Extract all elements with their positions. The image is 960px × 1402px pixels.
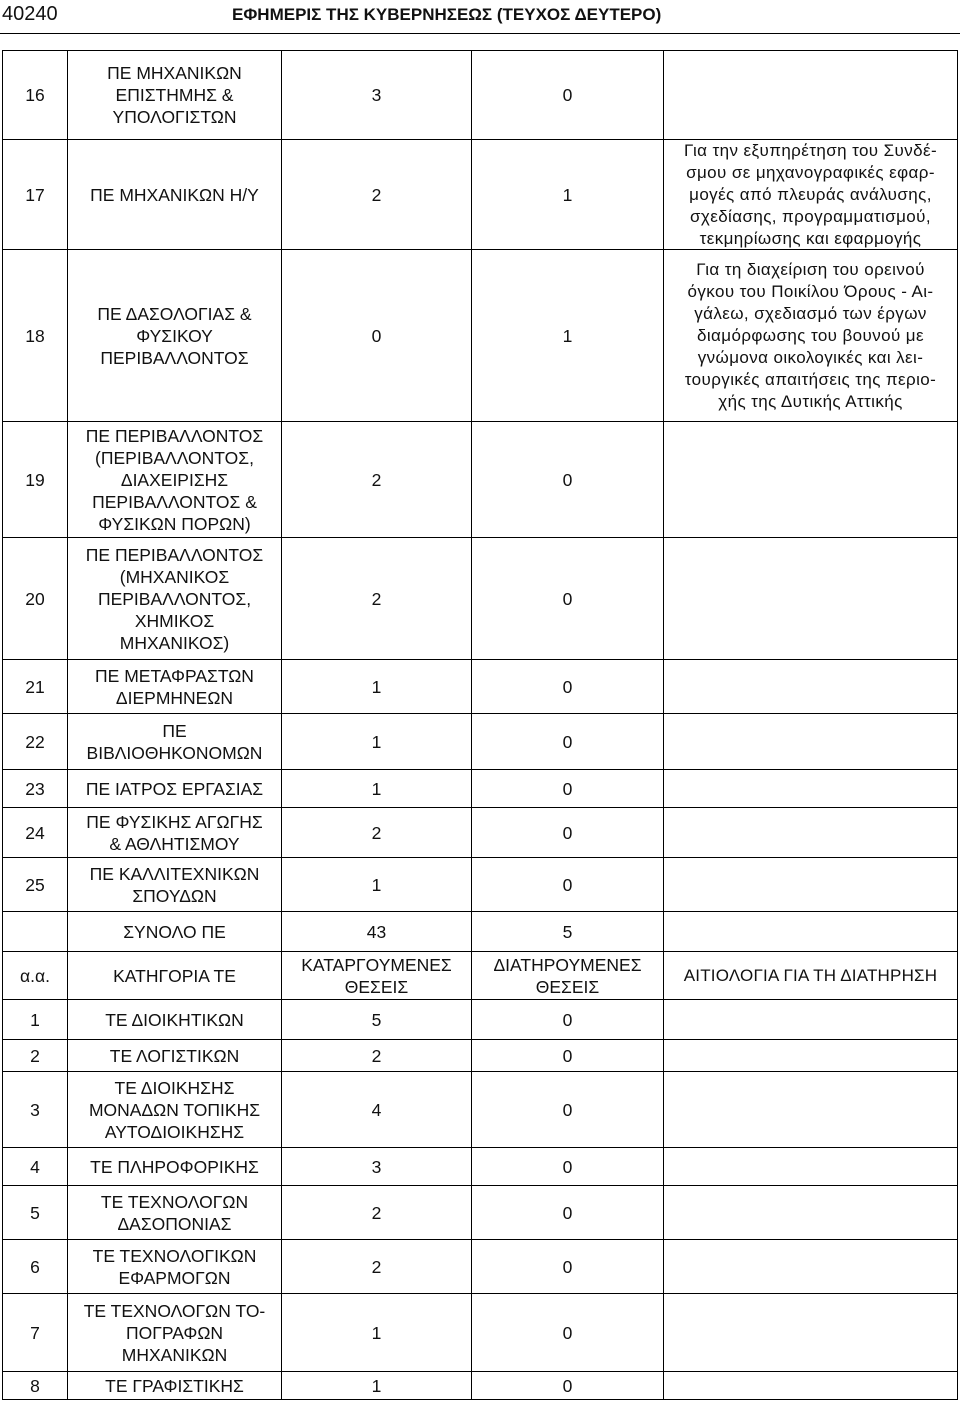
total-row — [3, 911, 957, 951]
table-row — [3, 1371, 957, 1399]
abolished-positions: 1 — [281, 1294, 471, 1371]
category-name: ΤΕ ΤΕΧΝΟΛΟΓΩΝ ΤΟ- ΠΟΓΡΑΦΩΝ ΜΗΧΑΝΙΚΩΝ — [67, 1294, 281, 1371]
row-number — [3, 912, 67, 951]
row-number: 1 — [30, 1009, 40, 1030]
abolished-positions: 4 — [281, 1072, 471, 1147]
category-name: ΠΕ ΒΙΒΛΙΟΘΗΚΟΝΟΜΩΝ — [67, 714, 281, 769]
category-name: ΠΕ ΔΑΣΟΛΟΓΙΑΣ & ΦΥΣΙΚΟΥ ΠΕΡΙΒΑΛΛΟΝΤΟΣ — [67, 250, 281, 421]
abolished-positions: 2 — [281, 1040, 471, 1071]
table-row — [3, 807, 957, 857]
table-row — [3, 139, 957, 249]
justification: Για τη διαχείριση του ορεινού όγκου του Ποικίλου Όρους - Αι- γάλεω, σχεδιασμό των έργων διαμόρφωσης του βουνού με γνώμονα οικολογικές και λει- τουργικές απαιτήσεις της περιο- χής της Δυτικής Αττικής — [663, 250, 957, 421]
row-number: 5 — [30, 1202, 40, 1223]
table-row — [3, 1071, 957, 1147]
abolished-positions: 1 — [281, 858, 471, 911]
justification — [663, 538, 957, 659]
table-row — [3, 1185, 957, 1239]
justification — [663, 1040, 957, 1071]
table-row — [3, 1039, 957, 1071]
row-number: 22 — [25, 731, 45, 752]
header-serial-number: α.α. — [20, 965, 50, 986]
justification — [663, 912, 957, 951]
justification — [663, 51, 957, 139]
justification — [663, 1072, 957, 1147]
retained-positions: 0 — [471, 714, 663, 769]
abolished-positions: 2 — [281, 1240, 471, 1293]
row-number: 23 — [25, 778, 45, 799]
retained-positions: 0 — [471, 422, 663, 537]
row-number: 16 — [25, 85, 45, 105]
table-row — [3, 1293, 957, 1371]
abolished-positions: 1 — [281, 770, 471, 807]
header-abolished: ΚΑΤΑΡΓΟΥΜΕΝΕΣ ΘΕΣΕΙΣ — [281, 952, 471, 999]
row-number: 18 — [25, 325, 45, 346]
abolished-positions: 3 — [281, 1148, 471, 1185]
total-label: ΣΥΝΟΛΟ ΠΕ — [67, 912, 281, 951]
abolished-positions: 3 — [281, 51, 471, 139]
retained-positions: 0 — [471, 1148, 663, 1185]
justification — [663, 714, 957, 769]
table-row — [3, 249, 957, 421]
justification — [663, 1148, 957, 1185]
retained-positions: 0 — [471, 858, 663, 911]
retained-positions: 0 — [471, 1240, 663, 1293]
table-row — [3, 1239, 957, 1293]
header-category: ΚΑΤΗΓΟΡΙΑ ΤΕ — [67, 952, 281, 999]
justification — [663, 1294, 957, 1371]
table-header-row — [3, 951, 957, 999]
retained-positions: 0 — [471, 660, 663, 713]
row-number: 20 — [25, 588, 45, 609]
row-number: 21 — [25, 676, 45, 697]
header-rule — [0, 33, 960, 34]
retained-positions: 0 — [471, 51, 663, 139]
table-row — [3, 659, 957, 713]
retained-positions: 0 — [471, 538, 663, 659]
row-number: 6 — [30, 1256, 40, 1277]
abolished-positions: 2 — [281, 538, 471, 659]
table-row — [3, 1147, 957, 1185]
justification — [663, 1000, 957, 1039]
page-number: 40240 — [2, 3, 58, 25]
table-row — [3, 51, 957, 139]
row-number: 8 — [30, 1375, 40, 1396]
category-name: ΠΕ ΜΗΧΑΝΙΚΩΝ ΕΠΙΣΤΗΜΗΣ & ΥΠΟΛΟΓΙΣΤΩΝ — [67, 51, 281, 139]
abolished-positions: 1 — [281, 660, 471, 713]
category-name: ΠΕ ΙΑΤΡΟΣ ΕΡΓΑΣΙΑΣ — [67, 770, 281, 807]
row-number: 3 — [30, 1099, 40, 1120]
category-name: ΤΕ ΠΛΗΡΟΦΟΡΙΚΗΣ — [67, 1148, 281, 1185]
category-name: ΤΕ ΤΕΧΝΟΛΟΓΩΝ ΔΑΣΟΠΟΝΙΑΣ — [67, 1186, 281, 1239]
category-name: ΠΕ ΦΥΣΙΚΗΣ ΑΓΩΓΗΣ & ΑΘΛΗΤΙΣΜΟΥ — [67, 808, 281, 857]
row-number: 25 — [25, 874, 45, 895]
header-retained: ΔΙΑΤΗΡΟΥΜΕΝΕΣ ΘΕΣΕΙΣ — [471, 952, 663, 999]
category-name: ΠΕ ΜΗΧΑΝΙΚΩΝ Η/Υ — [67, 140, 281, 249]
category-name: ΤΕ ΤΕΧΝΟΛΟΓΙΚΩΝ ΕΦΑΡΜΟΓΩΝ — [67, 1240, 281, 1293]
retained-positions: 0 — [471, 1294, 663, 1371]
justification — [663, 422, 957, 537]
justification — [663, 1240, 957, 1293]
retained-positions: 0 — [471, 1040, 663, 1071]
abolished-positions: 2 — [281, 1186, 471, 1239]
table-row — [3, 857, 957, 911]
positions-table — [2, 50, 958, 1400]
abolished-positions: 2 — [281, 422, 471, 537]
abolished-positions: 1 — [281, 714, 471, 769]
category-name: ΤΕ ΛΟΓΙΣΤΙΚΩΝ — [67, 1040, 281, 1071]
header-justification: ΑΙΤΙΟΛΟΓΙΑ ΓΙΑ ΤΗ ΔΙΑΤΗΡΗΣΗ — [663, 952, 957, 999]
abolished-positions: 0 — [281, 250, 471, 421]
total-abolished: 43 — [281, 912, 471, 951]
abolished-positions: 1 — [281, 1372, 471, 1399]
total-retained: 5 — [471, 912, 663, 951]
table-row — [3, 421, 957, 537]
row-number: 17 — [25, 184, 45, 205]
retained-positions: 1 — [471, 250, 663, 421]
justification — [663, 770, 957, 807]
category-name: ΤΕ ΔΙΟΙΚΗΤΙΚΩΝ — [67, 1000, 281, 1039]
table-row — [3, 999, 957, 1039]
abolished-positions: 2 — [281, 808, 471, 857]
retained-positions: 0 — [471, 808, 663, 857]
justification — [663, 1186, 957, 1239]
row-number: 4 — [30, 1156, 40, 1177]
category-name: ΠΕ ΠΕΡΙΒΑΛΛΟΝΤΟΣ (ΜΗΧΑΝΙΚΟΣ ΠΕΡΙΒΑΛΛΟΝΤΟΣ, ΧΗΜΙΚΟΣ ΜΗΧΑΝΙΚΟΣ) — [67, 538, 281, 659]
justification — [663, 660, 957, 713]
justification — [663, 858, 957, 911]
table-row — [3, 769, 957, 807]
retained-positions: 0 — [471, 1000, 663, 1039]
justification: Για την εξυπηρέτηση του Συνδέ- σμου σε μηχανογραφικές εφαρ- μογές από πλευράς ανάλυσης, σχεδίασης, προγραμματισμού, τεκμηρίωσης και εφαρμογής — [663, 140, 957, 249]
retained-positions: 0 — [471, 770, 663, 807]
row-number: 2 — [30, 1045, 40, 1066]
retained-positions: 0 — [471, 1072, 663, 1147]
abolished-positions: 2 — [281, 140, 471, 249]
retained-positions: 0 — [471, 1372, 663, 1399]
category-name: ΠΕ ΚΑΛΛΙΤΕΧΝΙΚΩΝ ΣΠΟΥΔΩΝ — [67, 858, 281, 911]
running-header-title: ΕΦΗΜΕΡΙΣ ΤΗΣ ΚΥΒΕΡΝΗΣΕΩΣ (ΤΕΥΧΟΣ ΔΕΥΤΕΡΟ) — [232, 5, 662, 24]
table-row — [3, 713, 957, 769]
row-number: 7 — [30, 1322, 40, 1343]
retained-positions: 0 — [471, 1186, 663, 1239]
table-row — [3, 537, 957, 659]
category-name: ΤΕ ΔΙΟΙΚΗΣΗΣ ΜΟΝΑΔΩΝ ΤΟΠΙΚΗΣ ΑΥΤΟΔΙΟΙΚΗΣΗΣ — [67, 1072, 281, 1147]
justification — [663, 1372, 957, 1399]
justification — [663, 808, 957, 857]
retained-positions: 1 — [471, 140, 663, 249]
abolished-positions: 5 — [281, 1000, 471, 1039]
category-name: ΤΕ ΓΡΑΦΙΣΤΙΚΗΣ — [67, 1372, 281, 1399]
category-name: ΠΕ ΠΕΡΙΒΑΛΛΟΝΤΟΣ (ΠΕΡΙΒΑΛΛΟΝΤΟΣ, ΔΙΑΧΕΙΡΙΣΗΣ ΠΕΡΙΒΑΛΛΟΝΤΟΣ & ΦΥΣΙΚΩΝ ΠΟΡΩΝ) — [67, 422, 281, 537]
row-number: 24 — [25, 822, 45, 843]
category-name: ΠΕ ΜΕΤΑΦΡΑΣΤΩΝ ΔΙΕΡΜΗΝΕΩΝ — [67, 660, 281, 713]
row-number: 19 — [25, 469, 45, 490]
